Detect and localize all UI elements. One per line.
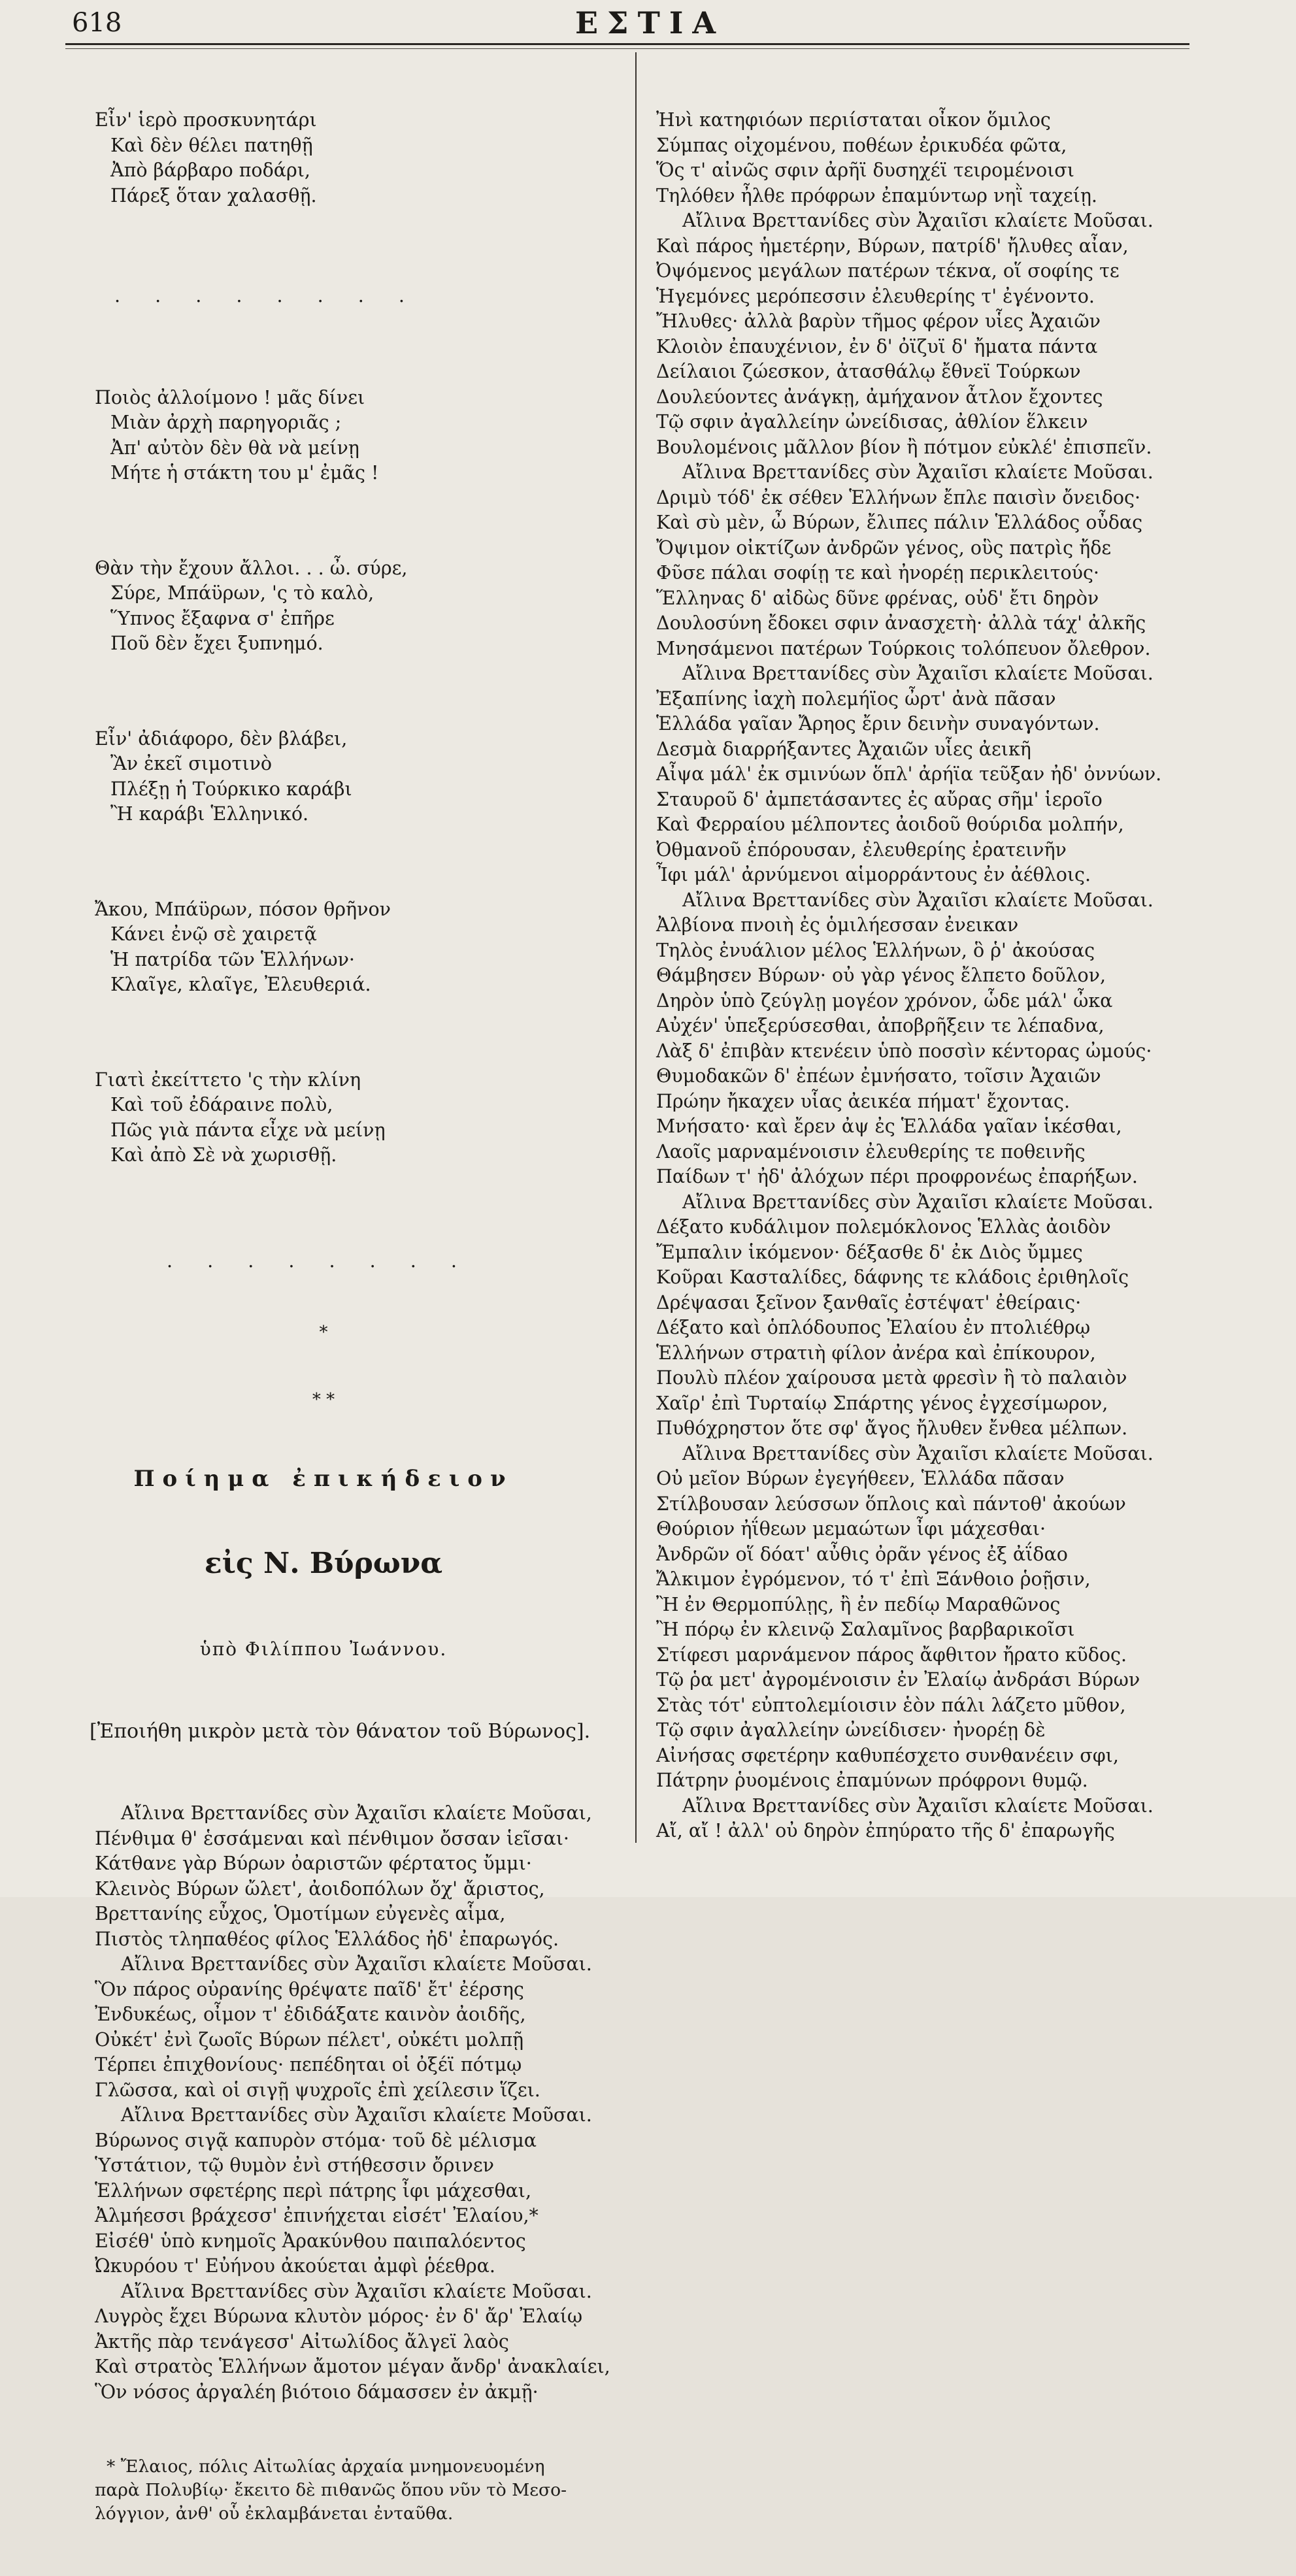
verse-line: Καὶ Φερραίου μέλποντες ἀοιδοῦ θούριδα μολπήν, bbox=[656, 814, 1124, 835]
verse-line: Μνησάμενοι πατέρων Τούρκοις τολόπευον ὄλεθρον. bbox=[656, 637, 1151, 659]
page-number: 618 bbox=[72, 8, 122, 38]
stanza-line: Ἀπὸ βάρβαρο ποδάρι, bbox=[110, 159, 310, 181]
verse-line: Δηρὸν ὑπὸ ζεύγλῃ μογέον χρόνον, ὧδε μάλ' ὦκα bbox=[656, 989, 1113, 1012]
verse-line: Στὰς τότ' εὐπτολεμίοισιν ἑὸν πάλι λάζετο μῦθον, bbox=[656, 1694, 1126, 1716]
poem-subtitle: εἰς Ν. Βύρωνα bbox=[204, 1546, 443, 1580]
stanza-line: Πῶς γιὰ πάντα εἶχε νὰ μείνῃ bbox=[110, 1119, 386, 1141]
verse-line: Εἰσέθ' ὑπὸ κνημοῖς Ἀρακύνθου παιπαλόεντος bbox=[95, 2230, 526, 2252]
verse-line: Ἡγεμόνες μερόπεσσιν ἐλευθερίης τ' ἐγένοντο. bbox=[656, 285, 1095, 307]
verse-line: Βύρωνος σιγᾷ καπυρὸν στόμα· τοῦ δὲ μέλισμα bbox=[95, 2129, 537, 2151]
verse-line: Ἶφι μάλ' ἀρνύμενοι αἱμορράντους ἐν ἀέθλοις. bbox=[656, 864, 1091, 885]
verse-line: Τῷ σφιν ἀγαλλείην ὠνείδισας, ἀθλίον ἕλκειν bbox=[656, 411, 1088, 433]
verse-line: Αὐχέν' ὑπεξερύσεσθαι, ἀποβρῆξειν τε λέπαδνα, bbox=[656, 1015, 1105, 1036]
verse-line: Τηλόθεν ἦλθε πρόφρων ἐπαμύντωρ νηῒ ταχείῃ. bbox=[656, 184, 1097, 206]
refrain-line: Αἴλινα Βρεττανίδες σὺν Ἀχαιῖσι κλαίετε Μοῦσαι. bbox=[682, 210, 1154, 231]
refrain-line: Αἴλινα Βρεττανίδες σὺν Ἀχαιῖσι κλαίετε Μοῦσαι. bbox=[682, 1191, 1154, 1213]
refrain-line: Αἴλινα Βρεττανίδες σὺν Ἀχαιῖσι κλαίετε Μοῦσαι. bbox=[682, 1794, 1154, 1817]
verse-line: Δουλοσύνη ἔδοκει σφιν ἀνασχετὴ· ἀλλὰ τάχ' ἀλκῆς bbox=[656, 612, 1146, 634]
verse-line: Ὅς τ' αἰνῶς σφιν ἀρῆϊ δυσηχέϊ τειρομένοισι bbox=[656, 159, 1074, 181]
verse-line: Αἶψα μάλ' ἐκ σμινύων ὅπλ' ἀρήϊα τεῦξαν ἠδ' ὀννύων. bbox=[656, 763, 1162, 785]
verse-line: Καὶ πάρος ἡμετέρην, Βύρων, πατρίδ' ἤλυθες αἶαν, bbox=[656, 235, 1129, 257]
verse-line: Βουλομένοις μᾶλλον βίον ἢ πότμον εὐκλέ' ἐπισπεῖν. bbox=[656, 436, 1152, 458]
verse-line: Πυθόχρηστον ὅτε σφ' ἄγος ἤλυθεν ἔνθεα μέλπων. bbox=[656, 1417, 1128, 1439]
verse-line: Τῷ σφιν ἀγαλλείην ὠνείδισεν· ἠνορέῃ δὲ bbox=[656, 1719, 1046, 1741]
right-column bbox=[656, 58, 1192, 1894]
verse-line: Δέξατο κυδάλιμον πολεμόκλονος Ἑλλὰς ἀοιδὸν bbox=[656, 1216, 1111, 1238]
verse-line: Πιστὸς τληπαθέος φίλος Ἑλλάδος ἠδ' ἐπαρωγός. bbox=[95, 1928, 559, 1950]
stanza-2 bbox=[95, 386, 618, 486]
verse-line: Δέξατο καὶ ὁπλόδουπος Ἐλαίου ἐν πτολιέθρῳ bbox=[656, 1317, 1091, 1338]
verse-line: Καὶ στρατὸς Ἑλλήνων ἄμοτον μέγαν ἄνδρ' ἀνακλαίει, bbox=[95, 2356, 610, 2377]
stanza-line: Ἀπ' αὐτὸν δὲν θὰ νὰ μείνῃ bbox=[110, 437, 359, 459]
verse-line: Τέρπει ἐπιχθονίους· πεπέδηται οἱ ὀξέϊ πότμῳ bbox=[95, 2054, 522, 2075]
verse-line: Κλεινὸς Βύρων ὤλετ', ἀοιδοπόλων ὄχ' ἄριστος, bbox=[95, 1877, 545, 1900]
stanza-line: Ἡ πατρίδα τῶν Ἑλλήνων· bbox=[110, 948, 355, 970]
poem-note: [Ἐποιήθη μικρὸν μετὰ τὸν θάνατον τοῦ Βύρωνος]. bbox=[90, 1719, 591, 1743]
stanza-line: Καὶ ἀπὸ Σὲ νὰ χωρισθῇ. bbox=[110, 1144, 337, 1166]
stanza-line: Ποιὸς ἀλλοίμονο ! μᾶς δίνει bbox=[95, 386, 365, 408]
stanza-1 bbox=[95, 108, 618, 208]
stanza-line: Κάνει ἐνῷ σὲ χαιρετᾷ bbox=[110, 923, 317, 945]
stanza-line: Μιὰν ἀρχὴ παρηγοριᾶς ; bbox=[110, 412, 342, 433]
verse-line: Ἕλληνας δ' αἰδὼς δῦνε φρένας, οὐδ' ἔτι δηρὸν bbox=[656, 587, 1099, 609]
verse-line: Θάμβησεν Βύρων· οὐ γὰρ γένος ἔλπετο δοῦλον, bbox=[656, 965, 1106, 986]
verse-line: Ἀλμήεσσι βράχεσσ' ἐπινήχεται εἰσέτ' Ἐλαίου,* bbox=[95, 2205, 539, 2226]
stanza-line: Ἢ καράβι Ἑλληνικό. bbox=[110, 803, 309, 825]
stanza-line: Ποῦ δὲν ἔχει ξυπνημό. bbox=[110, 633, 324, 654]
stanza-line: Εἶν' ἀδιάφορο, δὲν βλάβει, bbox=[95, 727, 348, 750]
verse-line: Ἀλβίονα πνοιὴ ἐς ὁμιλήεσσαν ἐνεικαν bbox=[656, 914, 1019, 936]
stanza-line: Μήτε ἡ στάκτη του μ' ἐμᾶς ! bbox=[110, 462, 379, 484]
left-column bbox=[90, 58, 618, 2576]
verse-line: Ὄψιμον οἰκτίζων ἀνδρῶν γένος, οὓς πατρὶς ἤδε bbox=[656, 537, 1112, 559]
refrain-line: Αἴλινα Βρεττανίδες σὺν Ἀχαιῖσι κλαίετε Μοῦσαι. bbox=[682, 663, 1154, 684]
stanza-6 bbox=[95, 1068, 618, 1168]
verse-line: Ἔμπαλιν ἱκόμενον· δέξασθε δ' ἐκ Διὸς ὔμμες bbox=[656, 1241, 1083, 1263]
footnote-line: παρὰ Πολυβίῳ· ἔκειτο δὲ πιθανῶς ὅπου νῦν τὸ Μεσο- bbox=[95, 2480, 567, 2500]
verse-line: Ἑλλήνων σφετέρης περὶ πάτρης ἶφι μάχεσθαι, bbox=[95, 2179, 532, 2202]
verse-line: Ἠνὶ κατηφιόων περιίσταται οἶκον ὅμιλος bbox=[656, 109, 1051, 131]
verse-line: Ὠκυρόου τ' Εὐήνου ἀκούεται ἀμφὶ ῥέεθρα. bbox=[95, 2255, 495, 2277]
refrain-line: Αἴλινα Βρεττανίδες σὺν Ἀχαιῖσι κλαίετε Μοῦσαι. bbox=[121, 1953, 592, 1975]
verse-line: Πουλὺ πλέον χαίρουσα μετὰ φρεσὶν ἢ τὸ παλαιὸν bbox=[656, 1367, 1127, 1389]
verse-line: Δεσμὰ διαρρήξαντες Ἀχαιῶν υἷες ἀεικῆ bbox=[656, 738, 1031, 760]
stanza-line: Ἂν ἐκεῖ σιμοτινὸ bbox=[110, 753, 272, 774]
verse-line: Ἑλλήνων στρατιὴ φίλον ἀνέρα καὶ ἐπίκουρον, bbox=[656, 1342, 1096, 1364]
verse-line: Δείλαιοι ζώεσκον, ἀτασθάλῳ ἔθνεϊ Τούρκων bbox=[656, 361, 1081, 382]
verse-line: Δριμὺ τόδ' ἐκ σέθεν Ἑλλήνων ἔπλε παισὶν ὄνειδος· bbox=[656, 486, 1141, 508]
ellipsis-row: . . . . . . . . bbox=[114, 285, 419, 306]
verse-line: Κάτθανε γὰρ Βύρων ὀαριστῶν φέρτατος ὔμμι· bbox=[95, 1853, 532, 1874]
asterism-bottom: * * bbox=[312, 1390, 335, 1410]
verse-line: Ἐνδυκέως, οἶμον τ' ἐδιδάξατε καινὸν ἀοιδῆς, bbox=[95, 2004, 526, 2025]
poem-verse-right bbox=[656, 108, 1192, 1844]
refrain-line: Αἴλινα Βρεττανίδες σὺν Ἀχαιῖσι κλαίετε Μοῦσαι. bbox=[682, 889, 1154, 911]
verse-line: Καὶ σὺ μὲν, ὦ Βύρων, ἔλιπες πάλιν Ἑλλάδος οὖδας bbox=[656, 512, 1143, 533]
refrain-line: Αἴλινα Βρεττανίδες σὺν Ἀχαιῖσι κλαίετε Μοῦσαι. bbox=[682, 1442, 1154, 1464]
stanza-line: Ἄκου, Μπάϋρων, πόσον θρῆνον bbox=[95, 898, 391, 920]
verse-line: Ἄλκιμον ἐγρόμενον, τό τ' ἐπὶ Ξάνθοιο ῥοῇσιν, bbox=[656, 1568, 1091, 1590]
verse-line: Ἢ πόρῳ ἐν κλεινῷ Σαλαμῖνος βαρβαρικοῖσι bbox=[656, 1619, 1075, 1640]
verse-line: Λυγρὸς ἔχει Βύρωνα κλυτὸν μόρος· ἐν δ' ἄρ' Ἐλαίῳ bbox=[95, 2305, 583, 2327]
ellipsis-row: . . . . . . . . bbox=[167, 1249, 471, 1272]
verse-line: Θούριον ἠΐθεων μεμαώτων ἶφι μάχεσθαι· bbox=[656, 1518, 1046, 1540]
verse-line: Ὀθμανοῦ ἐπόρουσαν, ἐλευθερίης ἐρατεινῆν bbox=[656, 838, 1067, 861]
stanza-4 bbox=[95, 727, 618, 827]
verse-line: Δρέψασαι ξεῖνον ξανθαῖς ἐστέψατ' ἐθείραις· bbox=[656, 1291, 1082, 1313]
stanza-line: Ὕπνος ἔξαφνα σ' ἐπῆρε bbox=[110, 607, 335, 629]
publication-title: ΕΣΤΙΑ bbox=[575, 5, 725, 41]
verse-line: Τῷ ῥα μετ' ἀγρομένοισιν ἐν Ἐλαίῳ ἀνδράσι Βύρων bbox=[656, 1669, 1140, 1691]
verse-line: Γλῶσσα, καὶ οἱ σιγῇ ψυχροῖς ἐπὶ χείλεσιν ἵζει. bbox=[95, 2079, 540, 2101]
verse-line: Φῦσε πάλαι σοφίῃ τε καὶ ἠνορέῃ περικλειτούς· bbox=[656, 562, 1099, 584]
verse-line: Ὃν νόσος ἀργαλέη βιότοιο δάμασσεν ἐν ἀκμῇ· bbox=[95, 2381, 539, 2403]
footnote-line: * Ἔλαιος, πόλις Αἰτωλίας ἀρχαία μνημονευομένη bbox=[107, 2456, 545, 2477]
verse-line: Κοῦραι Κασταλίδες, δάφνης τε κλάδοις ἐριθηλοῖς bbox=[656, 1266, 1129, 1288]
verse-line: Πένθιμα θ' ἑσσάμεναι καὶ πένθιμον ὄσσαν ἱεῖσαι· bbox=[95, 1827, 569, 1849]
stanza-line: Κλαῖγε, κλαῖγε, Ἐλευθεριά. bbox=[110, 974, 371, 995]
poem-verse-left bbox=[95, 1801, 618, 2405]
verse-line: Ἐξαπίνης ἰαχὴ πολεμήϊος ὦρτ' ἀνὰ πᾶσαν bbox=[656, 687, 1056, 710]
verse-line: Τηλὸς ἐνυάλιον μέλος Ἑλλήνων, ὃ ῥ' ἀκούσας bbox=[656, 939, 1095, 961]
asterism-top: * bbox=[319, 1323, 328, 1342]
column-divider bbox=[635, 52, 637, 1843]
refrain-line: Αἴλινα Βρεττανίδες σὺν Ἀχαιῖσι κλαίετε Μοῦσαι. bbox=[682, 461, 1154, 483]
verse-line: Ἢ ἐν Θερμοπύλῃς, ἢ ἐν πεδίῳ Μαραθῶνος bbox=[656, 1593, 1061, 1615]
verse-line: Ἀνδρῶν οἵ δόατ' αὖθις ὀρᾶν γένος ἐξ ἀΐδαο bbox=[656, 1543, 1068, 1565]
verse-line: Στίλβουσαν λεύσσων ὅπλοις καὶ πάντοθ' ἀκούων bbox=[656, 1493, 1126, 1515]
verse-line: Σταυροῦ δ' ἀμπετάσαντες ἐς αὔρας σῆμ' ἱεροῖο bbox=[656, 788, 1103, 810]
verse-line: Σύμπας οἰχομένου, ποθέων ἐρικυδέα φῶτα, bbox=[656, 134, 1067, 156]
refrain-line: Αἴλινα Βρεττανίδες σὺν Ἀχαιῖσι κλαίετε Μοῦσαι. bbox=[121, 2280, 592, 2302]
stanza-3 bbox=[95, 556, 618, 657]
stanza-line: Θὰν τὴν ἔχουν ἄλλοι. . . ὦ. σύρε, bbox=[95, 557, 408, 579]
refrain-line: Αἴλινα Βρεττανίδες σὺν Ἀχαιῖσι κλαίετε Μοῦσαι, bbox=[121, 1802, 592, 1824]
refrain-line: Αἴλινα Βρεττανίδες σὺν Ἀχαιῖσι κλαίετε Μοῦσαι. bbox=[121, 2104, 592, 2126]
verse-line: Ὑστάτιον, τῷ θυμὸν ἐνὶ στήθεσσιν ὄρινεν bbox=[95, 2155, 494, 2176]
verse-line: Θυμοδακῶν δ' ἐπέων ἐμνήσατο, τοῖσιν Ἀχαιῶν bbox=[656, 1065, 1101, 1087]
verse-line: Παίδων τ' ἠδ' ἀλόχων πέρι προφρονέως ἐπαρήξων. bbox=[656, 1166, 1138, 1187]
verse-line: Αἰνήσας σφετέρην καθυπέσχετο συνθανέειν σφι, bbox=[656, 1744, 1119, 1766]
verse-line: Ἤλυθες· ἀλλὰ βαρὺν τῆμος φέρον υἷες Ἀχαιῶν bbox=[656, 310, 1101, 332]
stanza-line: Εἶν' ἱερὸ προσκυνητάρι bbox=[95, 109, 317, 131]
verse-line: Μνήσατο· καὶ ἔρεν ἀψ ἐς Ἑλλάδα γαῖαν ἱκέσθαι, bbox=[656, 1115, 1122, 1137]
verse-line: Δουλεύοντες ἀνάγκῃ, ἀμήχανον ἆτλον ἔχοντες bbox=[656, 386, 1103, 408]
header-rule bbox=[65, 43, 1189, 45]
verse-line: Λὰξ δ' ἐπιβὰν κτενέειν ὑπὸ ποσσὶν κέντορας ὠμούς· bbox=[656, 1040, 1152, 1062]
verse-line: Λαοῖς μαρναμένοισιν ἐλευθερίης τε ποθεινῆς bbox=[656, 1140, 1086, 1163]
stanza-line: Πάρεξ ὅταν χαλασθῇ. bbox=[110, 184, 317, 206]
stanza-line: Σύρε, Μπάϋρων, 'ς τὸ καλὸ, bbox=[110, 582, 374, 604]
verse-line: Βρεττανίης εὖχος, Ὁμοτίμων εὐγενὲς αἷμα, bbox=[95, 1903, 506, 1924]
verse-line: Ὃν πάρος οὐρανίης θρέψατε παῖδ' ἔτ' ἐέρσης bbox=[95, 1978, 524, 2000]
stanza-line: Καὶ τοῦ ἐδάραινε πολὺ, bbox=[110, 1094, 333, 1115]
verse-line: Οὐ μεῖον Βύρων ἐγεγήθεεν, Ἑλλάδα πᾶσαν bbox=[656, 1468, 1065, 1489]
verse-line: Πάτρην ῥυομένοις ἐπαμύνων πρόφρονι θυμῷ. bbox=[656, 1770, 1088, 1791]
verse-line: Στίφεσι μαρνάμενον πάρος ἄφθιτον ἤρατο κῦδος. bbox=[656, 1643, 1127, 1666]
verse-line: Κλοιὸν ἐπαυχένιον, ἐν δ' ὀϊζυϊ δ' ἤματα πάντα bbox=[656, 335, 1098, 357]
footnote-line: λόγγιον, ἀνθ' οὗ ἐκλαμβάνεται ἐνταῦθα. bbox=[95, 2503, 454, 2524]
poem-title: Ποίημα ἐπικήδειον bbox=[133, 1466, 514, 1492]
stanza-line: Γιατὶ ἐκείττετο 'ς τὴν κλίνη bbox=[95, 1068, 361, 1091]
verse-line: Αἴ, αἴ ! ἀλλ' οὐ δηρὸν ἐπηύρατο τῆς δ' ἐπαρωγῆς bbox=[656, 1820, 1115, 1841]
verse-line: Χαῖρ' ἐπὶ Τυρταίῳ Σπάρτης γένος ἐγχεσίμωρον, bbox=[656, 1392, 1108, 1414]
verse-line: Πρώην ἤκαχεν υἷας ἀεικέα πήματ' ἔχοντας. bbox=[656, 1090, 1071, 1112]
verse-line: Οὐκέτ' ἐνὶ ζωοῖς Βύρων πέλετ', οὐκέτι μολπῇ bbox=[95, 2028, 524, 2051]
stanza-5 bbox=[95, 897, 618, 998]
stanza-line: Πλέξῃ ἡ Τούρκικο καράβι bbox=[110, 778, 352, 800]
verse-line: Ὀψόμενος μεγάλων πατέρων τέκνα, οἵ σοφίης τε bbox=[656, 260, 1120, 282]
verse-line: Ἑλλάδα γαῖαν Ἄρηος ἔριν δεινὴν συναγόντων. bbox=[656, 713, 1100, 735]
stanza-line: Καὶ δὲν θέλει πατηθῇ bbox=[110, 134, 313, 156]
poem-author: ὑπὸ Φιλίππου Ἰωάννου. bbox=[199, 1638, 448, 1660]
header-rule-thin bbox=[65, 48, 1189, 49]
footnote bbox=[95, 2455, 618, 2526]
verse-line: Ἀκτῆς πὰρ τενάγεσσ' Αἰτωλίδος ἄλγεϊ λαὸς bbox=[95, 2330, 509, 2353]
